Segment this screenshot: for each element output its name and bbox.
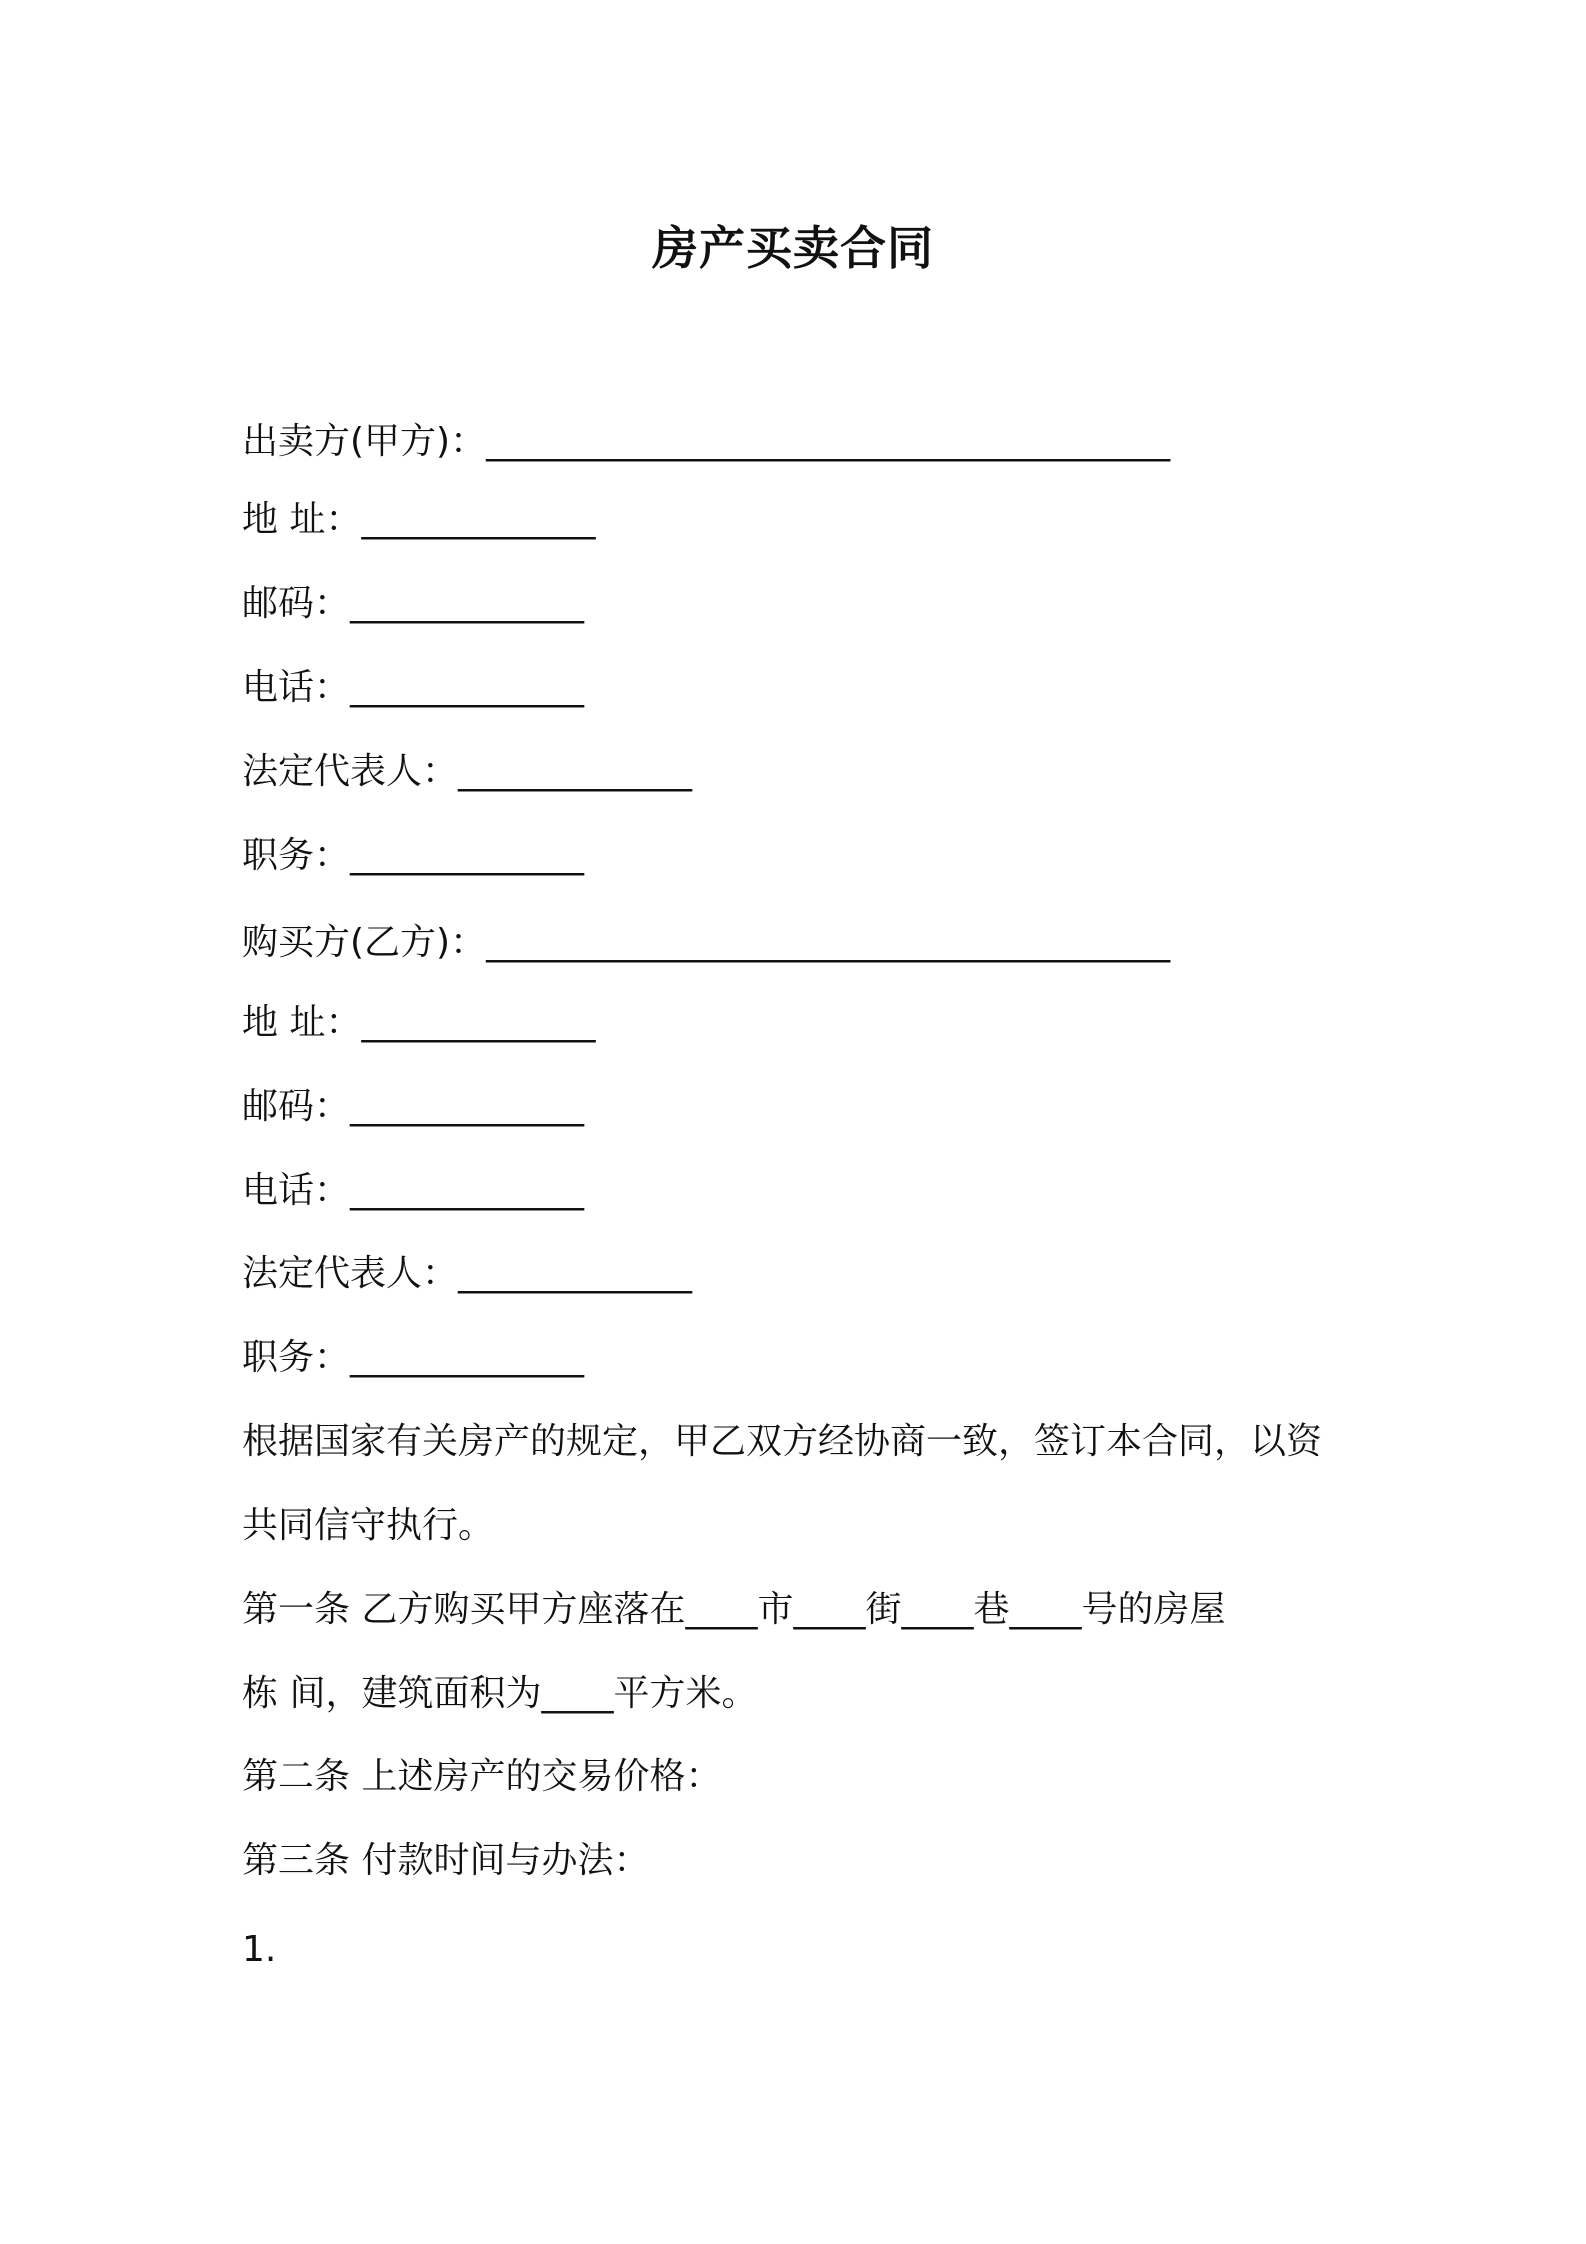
article-3-line: 第三条 付款时间与办法： [242,1840,650,1881]
seller-position-line: 职务：_____________ [242,835,585,876]
buyer-position-line: 职务：_____________ [242,1337,585,1378]
seller-address-line: 地 址：_____________ [242,499,596,540]
article-2-line: 第二条 上述房产的交易价格： [242,1756,722,1797]
buyer-party-line: 购买方(乙方)：______________________________________ [242,922,1171,963]
preamble-line-1: 根据国家有关房产的规定，甲乙双方经协商一致，签订本合同，以资 [242,1421,1323,1462]
preamble-line-2: 共同信守执行。 [242,1505,495,1546]
article-1-line-1: 第一条 乙方购买甲方座落在____市____街____巷____号的房屋 [242,1589,1226,1630]
seller-legal-rep-line: 法定代表人：_____________ [242,751,693,792]
item-1-line: 1. [242,1929,277,1970]
seller-phone-line: 电话：_____________ [242,667,585,708]
page-title: 房产买卖合同 [652,221,934,275]
buyer-address-line: 地 址：_____________ [242,1002,596,1043]
seller-postcode-line: 邮码：_____________ [242,583,585,624]
buyer-postcode-line: 邮码：_____________ [242,1086,585,1127]
buyer-phone-line: 电话：_____________ [242,1170,585,1211]
buyer-legal-rep-line: 法定代表人：_____________ [242,1253,693,1294]
article-1-line-2: 栋 间，建筑面积为____平方米。 [242,1673,758,1714]
seller-party-line: 出卖方(甲方)：______________________________________ [242,421,1171,462]
